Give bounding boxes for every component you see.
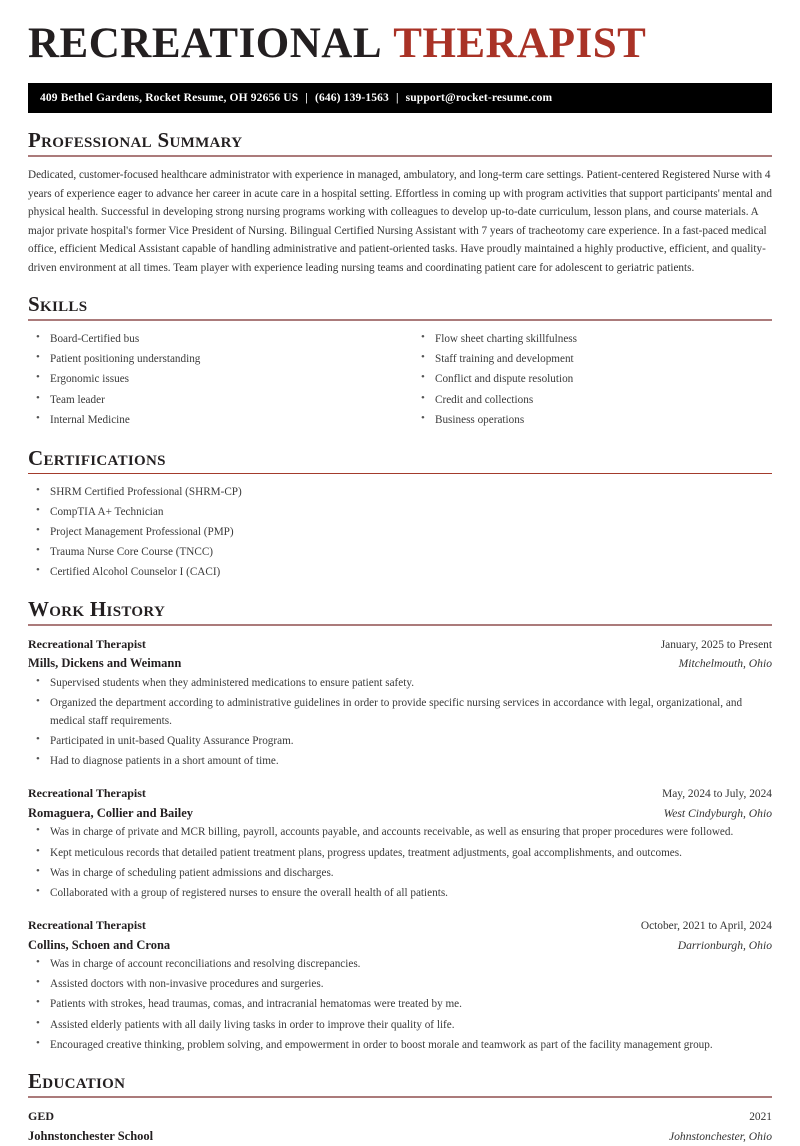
job-location: Mitchelmouth, Ohio <box>678 657 772 671</box>
certification-item: • Trauma Nurse Core Course (TNCC) <box>28 543 772 561</box>
job-responsibility-list <box>28 823 772 902</box>
section-skills <box>28 293 772 431</box>
section-title-education: Education <box>28 1068 126 1093</box>
job-responsibility-item: • Assisted doctors with non-invasive procedures and surgeries. <box>28 975 772 993</box>
job-company-row <box>28 936 772 955</box>
education-entry <box>28 1107 772 1146</box>
job-date-range: January, 2025 to Present <box>660 638 772 651</box>
contact-email[interactable]: support@rocket-resume.com <box>405 92 553 104</box>
certification-item: • Certified Alcohol Counselor I (CACI) <box>28 563 772 581</box>
resume-name-header <box>28 0 772 67</box>
skill-item: • Credit and collections <box>413 391 772 409</box>
job-responsibility-item: • Supervised students when they administered medications to ensure patient safety. <box>28 674 772 692</box>
skills-list-left <box>28 330 400 429</box>
skill-item: • Patient positioning understanding <box>28 350 400 368</box>
education-entries <box>28 1107 772 1146</box>
section-work-history <box>28 598 772 1054</box>
education-degree: GED <box>28 1108 55 1123</box>
skills-column-right <box>400 330 772 431</box>
skills-column-left <box>28 330 400 431</box>
skill-item: • Internal Medicine <box>28 411 400 429</box>
skill-item: • Flow sheet charting skillfulness <box>413 330 772 348</box>
section-title-skills: Skills <box>28 292 88 316</box>
job-company-row <box>28 654 772 673</box>
skill-item: • Team leader <box>28 391 400 409</box>
job-title-row <box>28 635 772 655</box>
certification-item: • Project Management Professional (PMP) <box>28 523 772 541</box>
section-divider-skills <box>28 319 772 321</box>
job-responsibility-item: • Patients with strokes, head traumas, comas, and intracranial hematomas were treated by me. <box>28 995 772 1013</box>
section-divider-certifications <box>28 473 772 474</box>
work-history-entry <box>28 784 772 902</box>
section-divider-education <box>28 1096 772 1098</box>
contact-separator-1: | <box>305 92 308 104</box>
work-history-entry <box>28 916 772 1054</box>
education-degree-row <box>28 1107 772 1127</box>
education-school-row <box>28 1127 772 1146</box>
education-year: 2021 <box>749 1110 772 1123</box>
job-responsibility-item: • Had to diagnose patients in a short amount of time. <box>28 752 772 770</box>
skill-item: • Staff training and development <box>413 350 772 368</box>
summary-paragraph: Dedicated, customer-focused healthcare administrator with experience in managed, ambulatory, and long-term care settings. Patient-centered Registered Nurse with 4 years of experience eager to advance her career in acute care in a hospital setting. Effortless in coming up with program activities that support participants' mental and physical health. Successful in developing strong nursing programs working with colleagues to develop up-to-date curriculum, lesson plans, and course materials. A major private hospital's former Vice President of Nursing. Bilingual Certified Nursing Assistant with 7 years of tracheotomy care experience. In a fast-paced medical office, efficient Medical Assistant capable of handling administrative and patient-oriented tasks. Have proudly maintained a highly productive, efficient, and quality-driven environment at all times. Team player with experience leading nursing teams and coordinating patient care for adolescent to geriatric patients. <box>28 169 772 274</box>
job-location: West Cindyburgh, Ohio <box>663 807 772 821</box>
job-company-row <box>28 804 772 823</box>
skill-item: • Conflict and dispute resolution <box>413 370 772 388</box>
section-divider-work-history <box>28 624 772 626</box>
skill-item: • Business operations <box>413 411 772 429</box>
contact-separator-2: | <box>395 92 399 104</box>
job-responsibility-list <box>28 955 772 1054</box>
job-title-row <box>28 784 772 804</box>
contact-address: 409 Bethel Gardens, Rocket Resume, OH 92656 US <box>40 92 299 104</box>
job-company: Romaguera, Collier and Bailey <box>28 806 194 821</box>
job-title: Recreational Therapist <box>28 786 146 801</box>
skills-list-right <box>413 330 772 429</box>
section-professional-summary <box>28 129 772 277</box>
section-education <box>28 1070 772 1146</box>
job-company: Mills, Dickens and Weimann <box>28 656 182 671</box>
work-history-entry <box>28 635 772 771</box>
contact-details <box>40 92 552 104</box>
job-title-row <box>28 916 772 936</box>
name-first-word: RECREATIONAL <box>28 20 383 67</box>
job-responsibility-item: • Was in charge of account reconciliations and resolving discrepancies. <box>28 955 772 973</box>
education-location: Johnstonchester, Ohio <box>668 1129 772 1143</box>
contact-phone: (646) 139-1563 <box>314 92 389 104</box>
job-responsibility-item: • Kept meticulous records that detailed patient treatment plans, progress updates, treatment adjustments, goal accomplishments, and outcomes. <box>28 844 772 862</box>
skill-item: • Board-Certified bus <box>28 330 400 348</box>
skill-item: • Ergonomic issues <box>28 370 400 388</box>
job-responsibility-item: • Was in charge of private and MCR billing, payroll, accounts payable, and accounts receivable, as well as ensuring that proper procedures were followed. <box>28 823 772 841</box>
name-last-word: THERAPIST <box>393 20 647 67</box>
section-title-certifications: Certifications <box>28 445 166 470</box>
job-responsibility-item: • Collaborated with a group of registered nurses to ensure the overall health of all patients. <box>28 884 772 902</box>
job-date-range: May, 2024 to July, 2024 <box>662 788 772 801</box>
job-responsibility-item: • Encouraged creative thinking, problem solving, and empowerment in order to boost morale and teamwork as part of the facility management group. <box>28 1036 772 1054</box>
job-responsibility-item: • Was in charge of scheduling patient admissions and discharges. <box>28 864 772 882</box>
job-date-range: October, 2021 to April, 2024 <box>640 920 772 933</box>
job-responsibility-item: • Organized the department according to administrative guidelines in order to provide specific nursing services in accordance with legal, organizational, and medical staff requirements. <box>28 694 772 730</box>
section-certifications <box>28 447 772 582</box>
job-company: Collins, Schoen and Crona <box>28 937 171 952</box>
job-location: Darrionburgh, Ohio <box>677 938 772 952</box>
certification-item: • SHRM Certified Professional (SHRM-CP) <box>28 483 772 501</box>
job-title: Recreational Therapist <box>28 918 146 933</box>
job-title: Recreational Therapist <box>28 636 146 651</box>
job-responsibility-item: • Assisted elderly patients with all daily living tasks in order to improve their quality of life. <box>28 1016 772 1034</box>
section-title-summary: Professional Summary <box>28 128 243 152</box>
job-responsibility-item: • Participated in unit-based Quality Assurance Program. <box>28 732 772 750</box>
section-title-work-history: Work History <box>28 596 166 621</box>
job-responsibility-list <box>28 674 772 771</box>
certification-item: • CompTIA A+ Technician <box>28 503 772 521</box>
education-school: Johnstonchester School <box>28 1128 154 1143</box>
section-divider-summary <box>28 155 772 157</box>
skills-columns <box>28 330 772 431</box>
contact-bar <box>28 83 772 113</box>
work-history-entries <box>28 635 772 1054</box>
certifications-list <box>28 483 772 582</box>
